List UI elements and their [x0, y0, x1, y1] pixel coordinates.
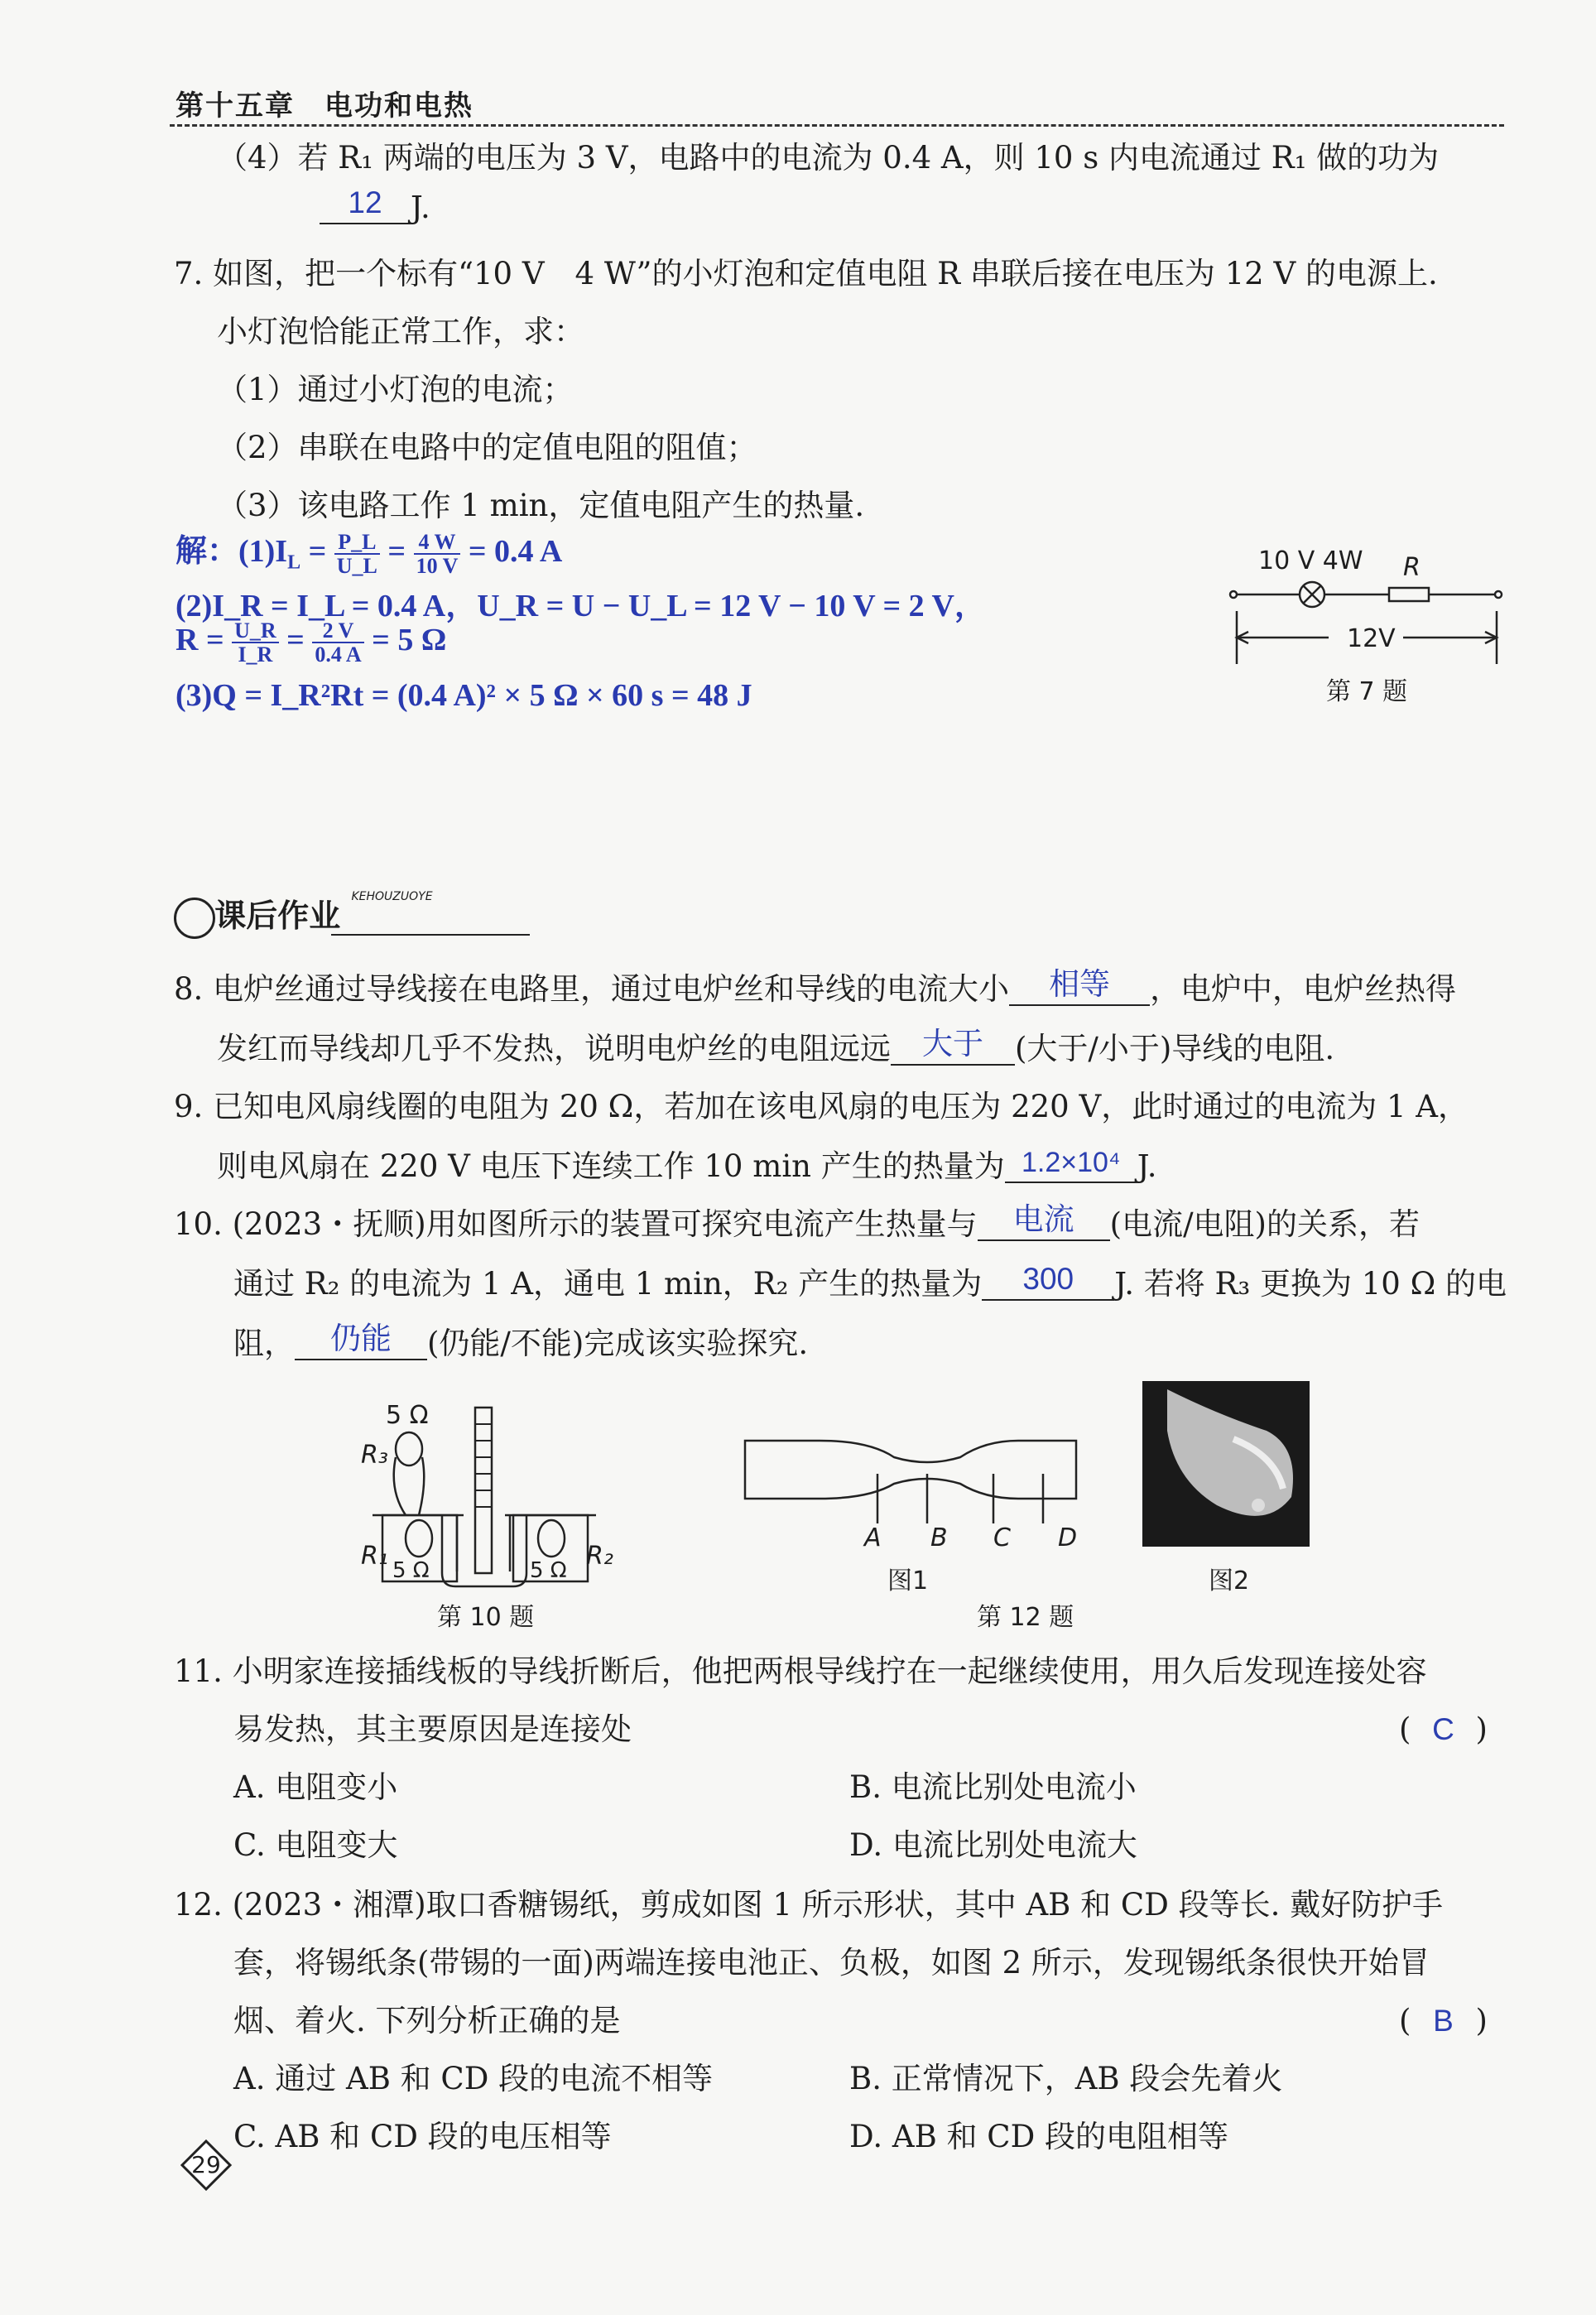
q12-label-a: A	[864, 1523, 882, 1552]
q12-figure-caption: 第 12 题	[977, 1603, 1074, 1632]
q10-text-d: J. 若将 R₃ 更换为 10 Ω 的电	[1114, 1266, 1507, 1302]
q10-text-f: (仍能/不能)完成该实验探究.	[427, 1326, 809, 1361]
q12-photo	[1142, 1381, 1310, 1547]
q12-answer-bracket[interactable]: ( B )	[1399, 2003, 1488, 2038]
q7-sol3-result: = 5 Ω	[372, 623, 447, 658]
q7-solution-3: R = $\frac{U\_R}{I\_R}$ = $\frac{2 V}{0.4 A}$ = 5 Ω	[175, 618, 447, 667]
frac-den: U_L	[336, 554, 377, 579]
q11-answer: C	[1432, 1712, 1454, 1746]
frac-num: U_R	[232, 619, 279, 643]
q8-blank1[interactable]	[1009, 967, 1150, 1006]
q8-answer2: 大于	[922, 1027, 983, 1061]
q10-text-e: 阻，	[233, 1326, 295, 1361]
q7-sol3-frac1	[232, 619, 279, 667]
q9-line1: 9. 已知电风扇线圈的电阻为 20 Ω，若加在该电风扇的电压为 220 V，此时通过的电流为 1 A，	[174, 1089, 1469, 1124]
q7-line1: 7. 如图，把一个标有“10 V 4 W”的小灯泡和定值电阻 R 串联后接在电压为 12 V 的电源上.	[174, 256, 1438, 291]
frac-den: 10 V	[416, 554, 459, 579]
q10-line1	[174, 1202, 1420, 1242]
q7-sol1-result: = 0.4 A	[468, 534, 563, 569]
q12-answer: B	[1433, 2004, 1454, 2038]
q10-text-c: 通过 R₂ 的电流为 1 A，通电 1 min，R₂ 产生的热量为	[233, 1266, 983, 1302]
q12-fig1-caption: 图1	[887, 1567, 929, 1595]
q12-line1: 12. (2023・湘潭)取口香糖锡纸，剪成如图 1 所示形状，其中 AB 和 CD 段等长. 戴好防护手	[174, 1887, 1444, 1923]
q8-text-c: 发红而导线却几乎不发热，说明电炉丝的电阻远远	[217, 1031, 891, 1066]
q8-text-a: 8. 电炉丝通过导线接在电路里，通过电炉丝和导线的电流大小	[174, 971, 1010, 1007]
q12-label-c: C	[993, 1523, 1011, 1552]
q7-sol1-prefix: 解：(1)I	[175, 534, 288, 569]
q7-figure-caption: 第 7 题	[1326, 677, 1408, 706]
frac-den: I_R	[238, 643, 273, 667]
q7-sol1-sub: L	[287, 551, 301, 574]
q7-sub1: （1）通过小灯泡的电流；	[217, 372, 574, 407]
q6-unit: J.	[411, 190, 430, 225]
q11-option-c[interactable]: C. 电阻变大	[233, 1827, 398, 1863]
q9-text-a: 则电风扇在 220 V 电压下连续工作 10 min 产生的热量为	[217, 1148, 1005, 1184]
q7-voltage-label: 12V	[1347, 624, 1396, 653]
q9-line2	[217, 1147, 1157, 1184]
q10-r2-label: R₂	[586, 1542, 613, 1571]
q11-line1: 11. 小明家连接插线板的导线折断后，他把两根导线拧在一起继续使用，用久后发现连接处容	[174, 1653, 1427, 1689]
q12-option-a[interactable]: A. 通过 AB 和 CD 段的电流不相等	[233, 2061, 714, 2096]
q10-answer2: 300	[1022, 1262, 1074, 1296]
q10-line2	[233, 1262, 1507, 1302]
q12-label-b: B	[930, 1523, 948, 1552]
q10-r2-value: 5 Ω	[530, 1558, 567, 1583]
frac-num: 4 W	[414, 531, 461, 555]
q7-solution-2: (2)I_R = I_L = 0.4 A，U_R = U − U_L = 12 V − 10 V = 2 V，	[175, 589, 986, 623]
q11-line2: 易发热，其主要原因是连接处	[233, 1711, 632, 1747]
q7-sol3-prefix: R =	[175, 623, 224, 658]
section-underline	[331, 934, 530, 936]
q9-answer: 1.2×10⁴	[1021, 1147, 1121, 1178]
q12-option-b[interactable]: B. 正常情况下，AB 段会先着火	[849, 2061, 1283, 2096]
q7-line2: 小灯泡恰能正常工作，求：	[217, 314, 584, 349]
section-title-text: 课后作业	[214, 898, 341, 934]
q10-r1-label: R₁	[361, 1542, 388, 1571]
q6-answer: 12	[348, 185, 382, 219]
q8-answer1: 相等	[1049, 967, 1111, 1001]
q10-text-b: (电流/电阻)的关系，若	[1109, 1206, 1420, 1242]
q8-line1	[174, 967, 1457, 1007]
q10-blank3[interactable]	[295, 1321, 427, 1360]
q12-line2: 套，将锡纸条(带锡的一面)两端连接电池正、负极，如图 2 所示，发现锡纸条很快开始冒	[233, 1945, 1430, 1981]
q11-option-d[interactable]: D. 电流比别处电流大	[849, 1827, 1137, 1863]
q7-sol1-frac2	[414, 531, 461, 578]
q7-solution-1: 解：$(1)I_L$ = $\frac{P\_L}{U\_L}$ = $\frac{4 W}{10 V}$ = 0.4 A	[175, 529, 563, 579]
q7-resistor-label: R	[1403, 553, 1421, 582]
q6-answer-line	[320, 185, 430, 225]
q10-text-a: 10. (2023・抚顺)用如图所示的装置可探究电流产生热量与	[174, 1206, 978, 1242]
q7-lamp-label: 10 V 4W	[1258, 546, 1363, 575]
q8-blank2[interactable]	[891, 1027, 1015, 1066]
section-title	[174, 890, 433, 939]
page-number: 29	[191, 2151, 221, 2178]
frac-num: 2 V	[312, 619, 363, 643]
q10-blank1[interactable]	[978, 1202, 1110, 1241]
q10-answer3: 仍能	[330, 1321, 392, 1355]
chapter-header: 第十五章 电功和电热	[175, 89, 474, 123]
q10-line3	[233, 1321, 809, 1361]
q6-answer-blank[interactable]	[320, 185, 411, 224]
q12-label-d: D	[1058, 1523, 1078, 1552]
frac-num: P_L	[334, 531, 380, 555]
frac-den: 0.4 A	[315, 643, 362, 667]
q10-figure-caption: 第 10 题	[437, 1603, 535, 1632]
q7-sub2: （2）串联在电路中的定值电阻的阻值；	[217, 430, 757, 465]
q7-sol1-frac1	[334, 531, 380, 578]
q10-r3-label: R₃	[361, 1441, 388, 1470]
q6-part4: （4）若 R₁ 两端的电压为 3 V，电路中的电流为 0.4 A，则 10 s 内电流通过 R₁ 做的功为	[217, 140, 1440, 176]
header-divider	[170, 124, 1504, 127]
q10-r1-value: 5 Ω	[392, 1558, 430, 1583]
q8-text-b: ，电炉中，电炉丝热得	[1150, 971, 1457, 1007]
section-logo-icon	[174, 898, 215, 939]
section-subtitle: KEHOUZUOYE	[351, 890, 433, 903]
q11-option-a[interactable]: A. 电阻变小	[233, 1769, 398, 1805]
q11-option-b[interactable]: B. 电流比别处电流小	[849, 1769, 1137, 1805]
q9-blank[interactable]	[1005, 1147, 1137, 1183]
q7-sub3: （3）该电路工作 1 min，定值电阻产生的热量.	[217, 488, 865, 523]
q12-option-c[interactable]: C. AB 和 CD 段的电压相等	[233, 2119, 612, 2154]
q12-fig2-caption: 图2	[1209, 1567, 1250, 1595]
q11-answer-bracket[interactable]: ( C )	[1399, 1711, 1488, 1747]
q8-text-d: (大于/小于)导线的电阻.	[1015, 1031, 1335, 1066]
q12-option-d[interactable]: D. AB 和 CD 段的电阻相等	[849, 2119, 1229, 2154]
q10-answer1: 电流	[1012, 1202, 1074, 1236]
q9-unit: J.	[1137, 1148, 1157, 1184]
q10-r3-value: 5 Ω	[386, 1401, 429, 1430]
page-number-badge	[180, 2139, 232, 2191]
q10-blank2[interactable]	[982, 1262, 1114, 1301]
q7-sol3-frac2	[312, 619, 363, 667]
q8-line2	[217, 1027, 1335, 1066]
q7-solution-4: (3)Q = I_R²Rt = (0.4 A)² × 5 Ω × 60 s = 48 J	[175, 678, 752, 713]
q12-foil-strip-diagram	[737, 1424, 1084, 1523]
q12-line3: 烟、着火. 下列分析正确的是	[233, 2003, 621, 2038]
q12-photo-art	[1142, 1381, 1310, 1547]
